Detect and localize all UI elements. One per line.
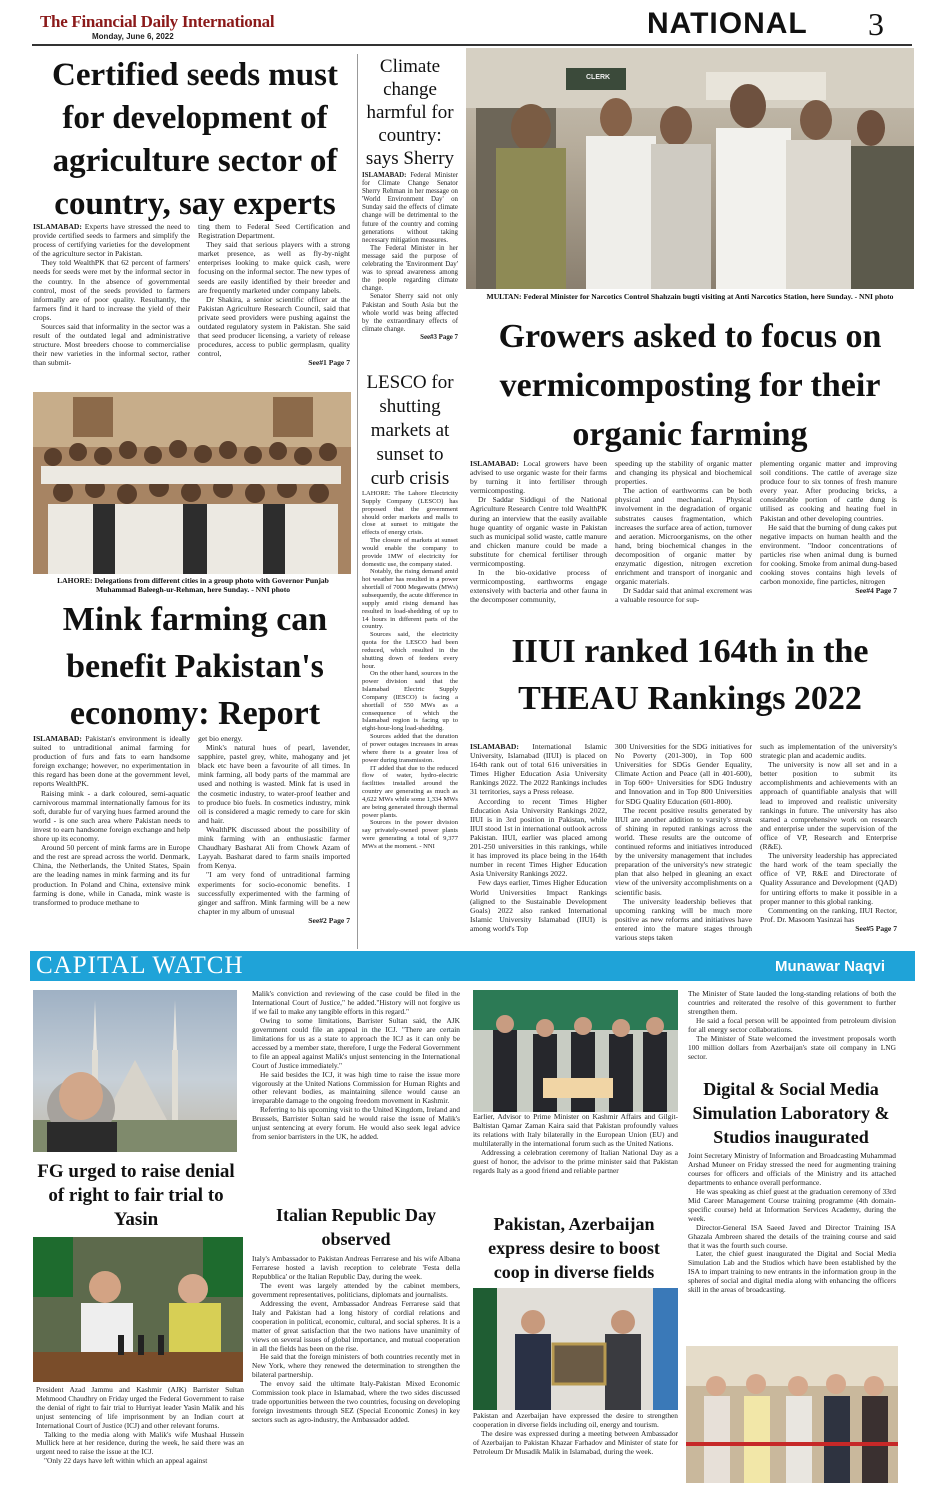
headline-digital-media: Digital & Social Media Simulation Laboratory & Studios inaugurated	[692, 1079, 890, 1147]
continued-marker: See#5 Page 7	[855, 923, 897, 933]
continued-marker: See#4 Page 7	[855, 586, 897, 596]
s5-col1	[33, 734, 190, 944]
headline-certified-seeds: Certified seeds must for development of agriculture sector of country, say experts	[52, 57, 338, 222]
paragraph: On the other hand, sources in the power division said that the Islamabad Electric Supply Company (IESCO) is facing a shortfall of 550 MWs as a consequence of which the Islamabad region is facing up to eight-hour-long load-shedding.	[362, 670, 458, 733]
paragraph: Sources said that informality in the sector was a result of the outdated legal and administrative structure. Most breeders choose to commercialise their new varieties in the informal sector, rather than submit-	[33, 322, 190, 368]
capital-watch-band	[30, 951, 915, 981]
paragraph: Director-General ISA Saeed Javed and Director Training ISA Ghazala Ambreen shared the details of the training course and said that it was the fourth such course.	[688, 1222, 896, 1250]
lahore-photo-scene	[33, 392, 351, 574]
paragraph: In the bio-oxidative process of vermicomposting, earthworms engage extensively with bacteria and other fauna in the decomposer community,	[470, 568, 607, 605]
headline-iiui: IIUI ranked 164th in the THEAU Rankings 2022	[511, 633, 869, 717]
s6-col2	[615, 742, 752, 944]
paragraph: The closure of markets at sunset would enable the company to provide 1MW of electricity for domestic use, the company stated.	[362, 537, 458, 568]
azerbaijan-scene	[473, 1288, 678, 1410]
masthead	[0, 0, 945, 50]
paragraph: ISLAMABAD: International Islamic University, Islamabad (IIUI) is placed on 164th rank out of total 616 universities in Times Higher Education Asia University Rankings 2022. The 2022 Rankings includes 31 territories, says a Press release.	[470, 742, 607, 797]
paragraph: The university leadership has appreciated the hard work of the team specially the office of VP, R&E and Directorate of Quality Assurance and Development (QAD) for untiring efforts to make it possible in a proper manner to this global ranking.	[760, 851, 897, 906]
headline-italian-republic: Italian Republic Day observed	[275, 1205, 437, 1249]
paragraph: Sources in the power division say privately-owned power plants were generating a total of 9,377 MWs at the moment. - NNI	[362, 819, 458, 850]
s3-col1	[470, 459, 607, 623]
paragraph: "Only 22 days have left within which an appeal against	[44, 1456, 208, 1466]
paragraph: They said that serious players with a strong market presence, as well as fly-by-night enterprises looking to make quick cash, were focusing on the informal sector. The new types of seeds are easily identified by their breeder and are frequently marketed under company labels.	[198, 240, 350, 295]
paragraph: The desire was expressed during a meeting between Ambassador of Azerbaijan to Pakistan Khazar Farhadov and Minister of state for Petroleum Dr Musadik Malik in Islamabad, during the week.	[473, 1428, 678, 1456]
s6-col1	[470, 742, 607, 944]
paragraph: Dr Shakira, a senior scientific officer at the Pakistan Agriculture Research Council, said that private seed providers were pushing against the outdated regulatory system in Pakistan. She said that seed producer licensing, a variety of release procedures, access to public germplasm, quality control,	[198, 294, 350, 359]
paragraph: ting them to Federal Seed Certification and Registration Department.	[198, 222, 350, 241]
continued-marker: See#3 Page 7	[420, 333, 458, 341]
paragraph: WealthPK discussed about the possibility of mink farming with an enthusiastic farmer Chaudhary Basharat Ali from Chowk Azam of Layyah. Basharat dared to farm snails imported from Kenya.	[198, 824, 350, 871]
c4-top	[688, 990, 896, 1070]
paragraph: He said that the burning of dung cakes put negative impacts on human health and the environment. "Indoor concentrations of particles rise when animal dung is burned for cooking. Smoke from animal dung-based cooking stoves contains high levels of carbon monoxide, fine particles, nitrogen	[760, 522, 897, 587]
paragraph: The Federal Minister in her message said the purpose of celebrating the 'Environment Day' was to spread awareness among the people regarding climate change.	[362, 244, 458, 293]
photo-lahore	[33, 392, 351, 574]
paragraph: ISLAMABAD: Experts have stressed the need to provide certified seeds to farmers and simplify the process of certifying varieties for the development of the agriculture sector in Pakistan.	[33, 222, 190, 259]
paragraph: They told WealthPK that 62 percent of farmers' needs for seeds were met by the informal sector in the country. In the absence of governmental control, most of the seeds provided to farmers informally are of poor quality. Resultantly, the farmers find it hard to increase the yield of their crops.	[33, 258, 190, 322]
paragraph: The envoy said the ultimate Italy-Pakistan Mixed Economic Commission took place in Islamabad, where the two sides discussed trade opportunities between the two countries, focusing on developing foreign investments through SEZ (Special Economic Zones) in key sectors such as agro-industry, the Ambassador added.	[252, 1379, 460, 1425]
s1-col2	[198, 222, 350, 384]
multan-photo-scene	[466, 48, 914, 289]
s6-col3	[760, 742, 897, 944]
inauguration-scene	[686, 1346, 898, 1483]
headline-fg-urged: FG urged to raise denial of right to fair trial to Yasin	[37, 1161, 235, 1230]
paragraph: Malik's conviction and reviewing of the case could be filed in the International Court of Justice," he added."History will not forgive us if we fail to make any tangible efforts in this regard."	[252, 990, 460, 1016]
c3-caption	[473, 1113, 678, 1203]
paragraph: He was speaking as chief guest at the graduation ceremony of 33rd Mid Career Management Course training programme (4th domain-specific course) held at Information Services Academy, during the week.	[688, 1186, 896, 1223]
paragraph: plementing organic matter and improving soil conditions. The cattle of average size produce four to six tonnes of fresh manure every year. After producing bricks, a considerable portion of cattle dung is utilised as cooking and heating fuel in Pakistan and other developing countries.	[760, 459, 897, 523]
photo-ajk-president	[33, 1237, 243, 1382]
c2-body2	[252, 1255, 460, 1483]
headline-pak-azerbaijan: Pakistan, Azerbaijan express desire to boost coop in diverse fields	[488, 1214, 660, 1282]
paragraph: The action of earthworms can be both physical and mechanical. Physical involvement in the degradation of organic substrates causes fragmentation, which increases the surface area of action, turnover and aeration. Microorganisms, on the other hand, bring biochemical changes in the decomposition of organic matter by enzymatic digestion, nitrogen excretion enrichment and transport of inorganic and organic materials.	[615, 486, 752, 587]
c2-body	[252, 990, 460, 1195]
masthead-rule	[32, 44, 912, 46]
column-rule	[357, 54, 358, 949]
ajk-scene	[33, 1237, 243, 1382]
photo-faisal-mosque	[33, 990, 237, 1152]
page-number: 3	[868, 6, 884, 42]
photo-azerbaijan	[473, 1288, 678, 1410]
paragraph: 300 Universities for the SDG initiatives for No Poverty (201-300), in Top 600 Universities for SDGs Gender Equality, Climate Action and Peace (all in 401-600), in Top 600+ Universities for SDG Industry and Innovation and in Top 800 Universities for SDG Quality Education (601-800).	[615, 742, 752, 806]
paragraph: get bio energy.	[198, 734, 243, 743]
paragraph: The recent positive results generated by IIUI are another addition to varsity's streak of shining in reputed rankings across the world. These results are the outcome of continued reforms and initiatives introduced by the university management that includes preparation of the university's new strategic plan that also helped in gleaning an exact view of the university accomplishments on a scientific basis.	[615, 805, 752, 897]
s4-body	[362, 490, 458, 942]
c4-body	[688, 1152, 896, 1340]
issue-date: Monday, June 6, 2022	[92, 32, 174, 41]
paragraph: The university is now all set and in a better position to submit its accomplishments and achievements with an approach of quantifiable analysis that will lead to improved and realistic university rankings in future. The university has also started a comprehensive work on research and enterprise under the supervision of the office of VP, Research and Enterprise (R&E).	[760, 760, 897, 852]
paragraph: According to recent Times Higher Education Asia University Rankings 2022, IIUI is in 3rd position in Pakistan, while IIUI stood 1st in international outlook across Pakistan. IIUI, earlier was placed among 201-250 universities in this rankings, while it has improved its place being in the 164th number in recent Times Higher Education Asia University Rankings 2022.	[470, 796, 607, 879]
paragraph: IT added that due to the reduced flow of water, hydro-electric facilities installed around the country are generating as much as 4,622 MWs while some 1,334 MWs are being generated through thermal power plants.	[362, 764, 458, 819]
paragraph: Few days earlier, Times Higher Education World Universities Impact Rankings (aligned to the Sustainable Development Goals) 2022 also ranked International Islamic University Islamabad (IIUI) is among world's Top	[470, 878, 607, 933]
continued-marker: See#2 Page 7	[308, 915, 350, 925]
paragraph: Owing to some limitations, Barrister Sultan said, the AJK government could file an appeal in the ICJ. "There are certain limitations for us as a state to approach the ICJ as it can only be accessed by a member state, therefore, I urge the Federal Government to file an appeal against Malik's unjust sentencing in the International Court of Justice immediately."	[252, 1015, 460, 1070]
paragraph: The Minister of State welcomed the investment proposals worth 100 million dollars from Azerbaijan's state oil company in LNG sector.	[688, 1033, 896, 1061]
continued-marker: See#1 Page 7	[308, 358, 350, 368]
paragraph: ISLAMABAD: Pakistan's environment is ideally suited to untraditional animal farming for production of furs and fats to earn handsome foreign exchange; however, no experimentation in this regard has been done at the government level, reports WealthPK.	[33, 734, 190, 789]
caption-multan: MULTAN: Federal Minister for Narcotics Control Shahzain bugti visiting at Anti Narcotics Station, here Sunday. - NNI photo	[486, 292, 894, 301]
capital-watch-title: CAPITAL WATCH	[36, 952, 244, 979]
paragraph: ISLAMABAD: Federal Minister for Climate Change Senator Sherry Rehman in her message on 'World Environment Day' on Sunday said the effects of climate change will be detrimental to the future of the country and coming generations without taking necessary mitigation measures.	[362, 172, 458, 244]
paragraph: Addressing the event, Ambassador Andreas Ferrarese said that Italy and Pakistan had a long history of cordial relations and cooperation in political, economic, cultural, and social spheres. It is a matter of great satisfaction that the two nations have unanimity of views on several issues of global importance, and mutual cooperation in all the fields has been on the rise.	[252, 1298, 460, 1353]
photo-inauguration	[686, 1346, 898, 1483]
c3-body	[473, 1412, 678, 1484]
paragraph: Dr Saddar Siddiqui of the National Agriculture Research Centre told WealthPK during an interview that the easily available huge quantity of organic waste in Pakistan such as municipal solid waste, cattle manure and chicken manure could be made a substitute for chemical fertiliser through vermicomposting.	[470, 495, 607, 569]
paragraph: "I am very fond of untraditional farming experiments for socio-economic benefits. I successfully experimented with the farming of ginger and saffron. Mink farming will be a new chapter in my album of unusual	[198, 870, 350, 916]
headline-lesco: LESCO for shutting markets at sunset to curb crisis	[366, 372, 454, 489]
paragraph: Italy's Ambassador to Pakistan Andreas Ferrarese and his wife Albana Ferrarese hosted a lavish reception to celebrate 'Festa della Repubblica' or the Italian Republic Day, during the week.	[252, 1255, 460, 1281]
paragraph: Notably, the rising demand amid hot weather has resulted in a power shortfall of 7000 Megawatts (MWs) subsequently, the acute difference in supply amid rising demand has resulted in load-shedding of up to 14 hours in different parts of the country.	[362, 568, 458, 631]
paragraph: Joint Secretary Ministry of Information and Broadcasting Muhammad Arshad Muneer on Friday stressed the need for augmenting training courses for officers and officials of the Ministry and its attached departments to enhance overall performance.	[688, 1152, 896, 1187]
paragraph: ISLAMABAD: Local growers have been advised to use organic waste for their farms by turning it into fertiliser through vermicomposting.	[470, 459, 607, 496]
paragraph: Sources said, the electricity quota for the LESCO had been reduced, which resulted in the shutting down of feeders every hour.	[362, 631, 458, 670]
italian-day-scene	[473, 990, 678, 1112]
s5-col2	[198, 734, 350, 944]
paragraph: Commenting on the ranking, IIUI Rector, Prof. Dr. Masoom Yasinzai has	[760, 905, 897, 924]
s2-body	[362, 172, 458, 372]
paragraph: Sources added that the duration of power outages increases in areas where there is a greater loss of power during transmission.	[362, 733, 458, 764]
headline-vermicomposting: Growers asked to focus on vermicomposting for their organic farming	[498, 318, 882, 453]
s3-col2	[615, 459, 752, 623]
paragraph: The event was largely attended by the cabinet members, government representatives, politicians, diplomats and journalists.	[252, 1280, 460, 1299]
paragraph: Around 50 percent of mink farms are in Europe and the rest are spread across the world. Denmark, China, the Netherlands, the United States, Spain are the leading names in mink farming and its fur production. In Poland and China, extensive mink farming is done, while in Canada, mink waste is transformed to produce methane to	[33, 843, 190, 907]
section-title: NATIONAL	[647, 7, 808, 40]
headline-climate-change: Climate change harmful for country: says Sherry	[365, 56, 455, 169]
paragraph: Mink's natural hues of pearl, lavender, sapphire, pastel grey, white, mahogany and jet black etc have been a favourite of all times. In mink farming, all body parts of the mammal are used and nothing is wasted. Mink fat is used in the cosmetic industry, to water-proof leather and to produce bio fuels. In cosmetics industry, mink oil is considered a magic remedy to care for skin and hair.	[198, 743, 350, 825]
paragraph: speeding up the stability of organic matter and changing its physical and biochemical properties.	[615, 459, 752, 487]
caption-lahore: LAHORE: Delegations from different cities in a group photo with Governor Punjab Muhammad Baleegh-ur-Rehman, here Sunday. - NNI photo	[57, 576, 329, 594]
paragraph: Senator Sherry said not only Pakistan and South Asia but the whole world was being affected by the extraordinary effects of climate change.	[362, 293, 458, 333]
paragraph: Raising mink - a dark coloured, semi-aquatic carnivorous mammal internationally famous for its soft, durable fur of varying hues farmed around the world - is one such area where Pakistan needs to invest to earn handsome foreign exchange and help shore up its economy.	[33, 788, 190, 844]
paragraph: Pakistan and Azerbaijan have expressed the desire to strengthen cooperation in diverse fields including oil, energy and tourism.	[473, 1412, 678, 1429]
photo-multan	[466, 48, 914, 289]
paragraph: Addressing a celebration ceremony of Italian National Day as a guest of honor, the advisor to the prime minister said that Pakistan regards Italy as a good friend and reliable partner	[473, 1147, 678, 1175]
photo-italian-day	[473, 990, 678, 1112]
paragraph: He said a focal person will be appointed from petroleum division for all energy sector collaborations.	[688, 1015, 896, 1034]
paper-name: The Financial Daily International	[40, 12, 275, 31]
headline-mink-farming: Mink farming can benefit Pakistan's economy: Report	[62, 601, 328, 732]
paragraph: LAHORE: The Lahore Electricity Supply Company (LESCO) has proposed that the government should order markets and malls to close at sunset to mitigate the effects of energy crisis.	[362, 490, 458, 537]
paragraph: such as implementation of the university's strategic plan and academic audits.	[760, 742, 897, 761]
s1-col1	[33, 222, 190, 384]
paragraph: Later, the chief guest inaugurated the Digital and Social Media Simulation Lab and the Studios which have been established by the ISA to impart training to new entrants in the information group in the spheres of social and digital media along with enhancing the officers skill in the areas of broadcasting.	[688, 1249, 896, 1295]
paragraph: The Minister of State lauded the long-standing relations of both the countries and reiterated the resolve of this government to further strengthen them.	[688, 990, 896, 1016]
c1-caption	[36, 1386, 244, 1482]
author-name: Munawar Naqvi	[774, 958, 885, 975]
paragraph: He said that the foreign ministers of both countries recently met in New York, where they renewed the determination to strengthen the bilateral partnership.	[252, 1352, 460, 1380]
mosque-illustration	[33, 990, 237, 1152]
s3-col3	[760, 459, 897, 623]
clerk-sign: CLERK	[586, 74, 611, 81]
paragraph: Earlier, Advisor to Prime Minister on Kashmir Affairs and Gilgit-Baltistan Qamar Zaman Kaira said that Pakistan profoundly values its relations with Italy bilaterally in the European Union (EU) and multilaterally in the international forum such as the United Nations.	[473, 1113, 678, 1148]
paragraph: Dr Saddar said that animal excrement was a valuable resource for sup-	[615, 586, 752, 605]
paragraph: The university leadership believes that upcoming ranking will be much more positive as new reforms and initiatives have entered into the mature stages through various steps taken	[615, 896, 752, 942]
paragraph: Talking to the media along with Malik's wife Mushaal Hussein Mullick here at her residence, during the week, he said there was an urgent need to raise the issue at the ICJ.	[36, 1429, 244, 1457]
paragraph: He said besides the ICJ, it was high time to raise the issue more vigorously at the United Nations Commission for Human Rights and other relevant bodies, as maintaining silence would cause an irreparable damage to the ongoing freedom movement in Kashmir.	[252, 1069, 460, 1106]
paragraph: Referring to his upcoming visit to the United Kingdom, Ireland and Brussels, Barrister Sultan said he would raise the issue of Malik's unjust sentencing at every forum. He would also seek legal advice from senior barristers in the UK, he added.	[252, 1105, 460, 1142]
paragraph: President Azad Jammu and Kashmir (AJK) Barrister Sultan Mehmood Chaudhry on Friday urged the Federal Government to raise the denial of right to fair trial to Hurriyat leader Yasin Malik and his unjust sentencing of life imprisonment by an Indian court at International Court of Justice (ICJ) and other relevant forums.	[36, 1386, 244, 1430]
